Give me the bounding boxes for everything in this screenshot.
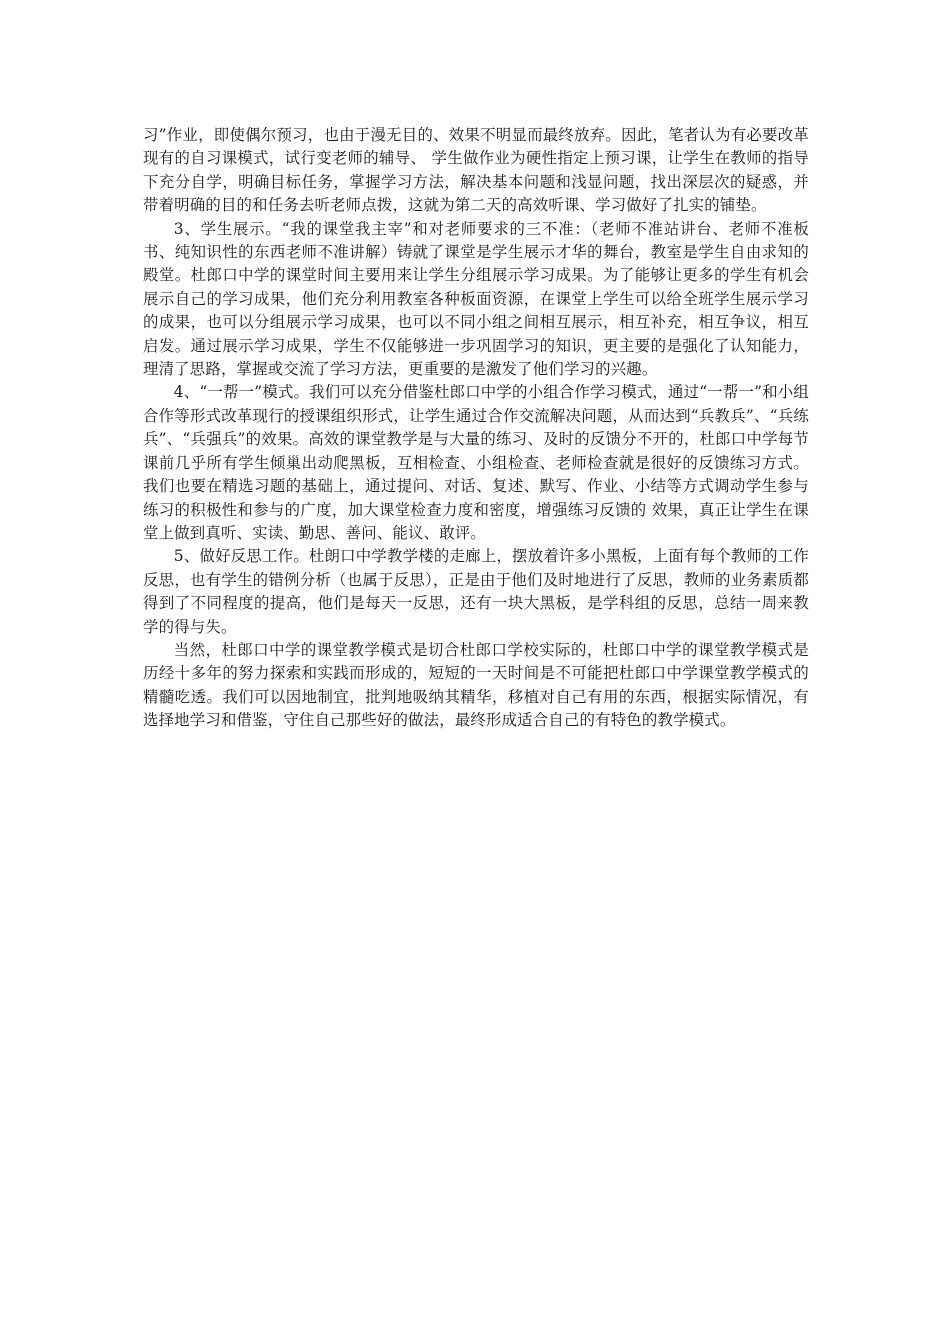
paragraph-student-presentation: 3、学生展示。“我的课堂我主宰”和对老师要求的三不准：（老师不准站讲台、老师不准板书、纯知识性的东西老师不准讲解）铸就了课堂是学生展示才华的舞台，教室是学生自由求知的殿堂。杜郎口中学的课堂时间主要用来让学生分组展示学习成果。为了能够让更多的学生有机会展示自己的学习成果，他们充分利用教室各种板面资源，在课堂上学生可以给全班学生展示学习的成果，也可以分组展示学习成果，也可以不同小组之间相互展示，相互补充，相互争议，相互启发。通过展示学习成果，学生不仅能够进一步巩固学习的知识，更主要的是强化了认知能力，理清了思路，掌握或交流了学习方法，更重要的是激发了他们学习的兴趣。: [143, 219, 809, 379]
paragraph-reflection: 5、做好反思工作。杜朗口中学教学楼的走廊上，摆放着许多小黑板，上面有每个教师的工作反思，也有学生的错例分析（也属于反思），正是由于他们及时地进行了反思，教师的业务素质都得到了不同程度的提高，他们是每天一反思，还有一块大黑板，是学科组的反思，总结一周来教学的得与失。: [143, 547, 809, 636]
paragraph-one-helps-one: 4、“一帮一”模式。我们可以充分借鉴杜郎口中学的小组合作学习模式，通过“一帮一”和小组合作等形式改革现行的授课组织形式，让学生通过合作交流解决问题，从而达到“兵教兵”、“兵练兵”、“兵强兵”的效果。高效的课堂教学是与大量的练习、及时的反馈分不开的，杜郎口中学每节课前几乎所有学生倾巢出动爬黑板，互相检查、小组检查、老师检查就是很好的反馈练习方式。我们也要在精选习题的基础上，通过提问、对话、复述、默写、作业、小结等方式调动学生参与练习的积极性和参与的广度，加大课堂检查力度和密度，增强练习反馈的 效果，真正让学生在课堂上做到真听、实读、勤思、善问、能议、敢评。: [143, 383, 809, 542]
paragraph-continuation: 习”作业，即使偶尔预习，也由于漫无目的、效果不明显而最终放弃。因此，笔者认为有必要改革现有的自习课模式，试行变老师的辅导、 学生做作业为硬性指定上预习课，让学生在教师的指导下充分自学，明确目标任务，掌握学习方法，解决基本问题和浅显问题，找出深层次的疑惑，并带着明确的目的和任务去听老师点拨，这就为第二天的高效听课、学习做好了扎实的铺垫。: [143, 126, 809, 215]
paragraph-conclusion: 当然，杜郎口中学的课堂教学模式是切合杜郎口学校实际的，杜郎口中学的课堂教学模式是历经十多年的努力探索和实践而形成的，短短的一天时间是不可能把杜郎口中学课堂教学模式的精髓吃透。我们可以因地制宜，批判地吸纳其精华，移植对自己有用的东西，根据实际情况，有选择地学习和借鉴，守住自己那些好的做法，最终形成适合自己的有特色的教学模式。: [143, 640, 809, 730]
document-body: [143, 124, 809, 733]
